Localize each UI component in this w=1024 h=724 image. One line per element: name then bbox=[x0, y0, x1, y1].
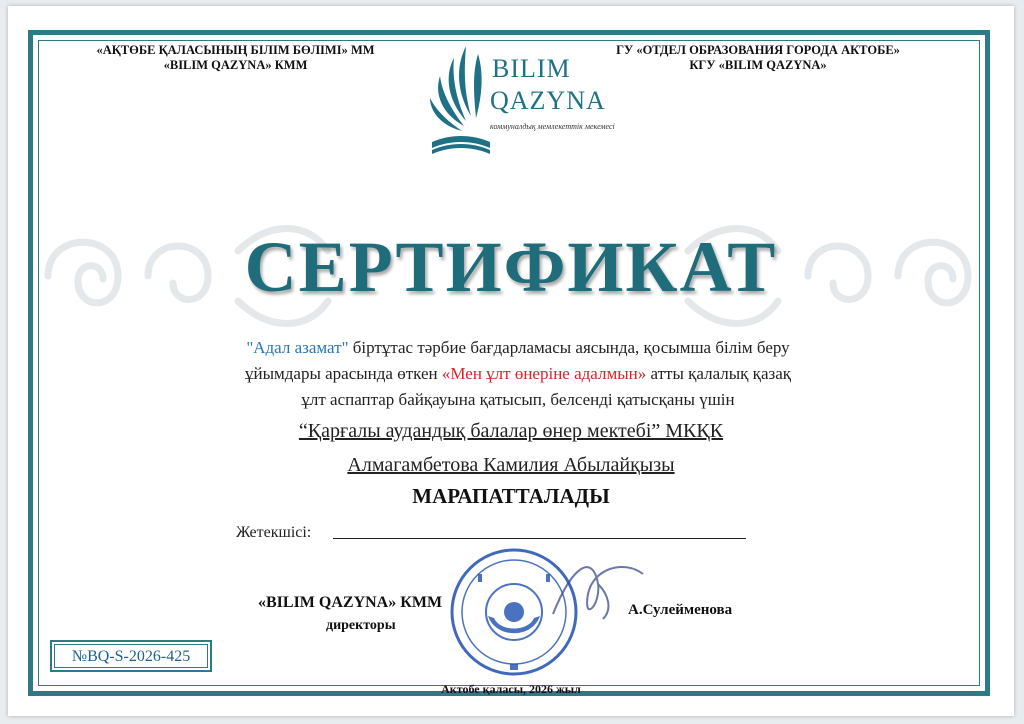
header-left bbox=[63, 43, 408, 73]
signature-role: директоры bbox=[326, 618, 396, 633]
program-name: "Адал азамат" bbox=[246, 338, 349, 357]
logo-line1: BILIM bbox=[492, 54, 571, 83]
signature-scribble bbox=[543, 554, 653, 634]
registration-number: №BQ-S-2026-425 bbox=[54, 644, 208, 668]
certificate-page bbox=[8, 6, 1014, 716]
header-left-line2: «BILIM QAZYNA» КММ bbox=[163, 58, 308, 72]
header-right-line2: КГУ «BILIM QAZYNA» bbox=[689, 58, 827, 72]
registration-box bbox=[50, 640, 212, 672]
recipient-name-text: Алмагамбетова Камилия Абылайқызы bbox=[347, 454, 675, 476]
body-line-1-text: біртұтас тәрбие бағдарламасы аясында, қосымша білім беру bbox=[348, 338, 790, 357]
logo-tagline: коммуналдық мемлекеттік мекемесі bbox=[490, 122, 615, 131]
header-left-line1: «АҚТӨБЕ ҚАЛАСЫНЫҢ БІЛІМ БӨЛІМІ» ММ bbox=[96, 43, 375, 57]
header-right bbox=[588, 43, 928, 73]
contest-name: «Мен ұлт өнеріне адалмын» bbox=[441, 364, 647, 383]
leader-blank-line bbox=[333, 538, 746, 539]
place-year: Актобе қаласы, 2026 жыл bbox=[441, 682, 581, 696]
leader-label: Жетекшісі: bbox=[236, 524, 312, 541]
award-word: МАРАПАТТАЛАДЫ bbox=[412, 484, 610, 508]
header-right-line1: ГУ «ОТДЕЛ ОБРАЗОВАНИЯ ГОРОДА АКТОБЕ» bbox=[616, 43, 900, 57]
logo-line2: QAZYNA bbox=[490, 86, 606, 115]
certificate-title: СЕРТИФИКАТ bbox=[244, 227, 778, 307]
book-leaves-icon bbox=[426, 46, 496, 161]
signer-name: А.Сулейменова bbox=[628, 602, 733, 618]
signature-org: «BILIM QAZYNA» КММ bbox=[258, 594, 443, 611]
school-name bbox=[8, 420, 1014, 443]
body-line-1 bbox=[158, 338, 878, 358]
bilim-qazyna-logo bbox=[426, 46, 616, 161]
recipient-name bbox=[8, 454, 1014, 477]
body-line-2 bbox=[158, 364, 878, 384]
body-line-2-after: атты қалалық қазақ bbox=[646, 364, 792, 383]
body-line-3: ұлт аспаптар байқауына қатысып, белсенді қатысқаны үшін bbox=[301, 390, 735, 409]
body-line-2-before: ұйымдары арасында өткен bbox=[244, 364, 442, 383]
school-name-text: “Қарғалы аудандық балалар өнер мектебі” МКҚК bbox=[298, 420, 724, 442]
